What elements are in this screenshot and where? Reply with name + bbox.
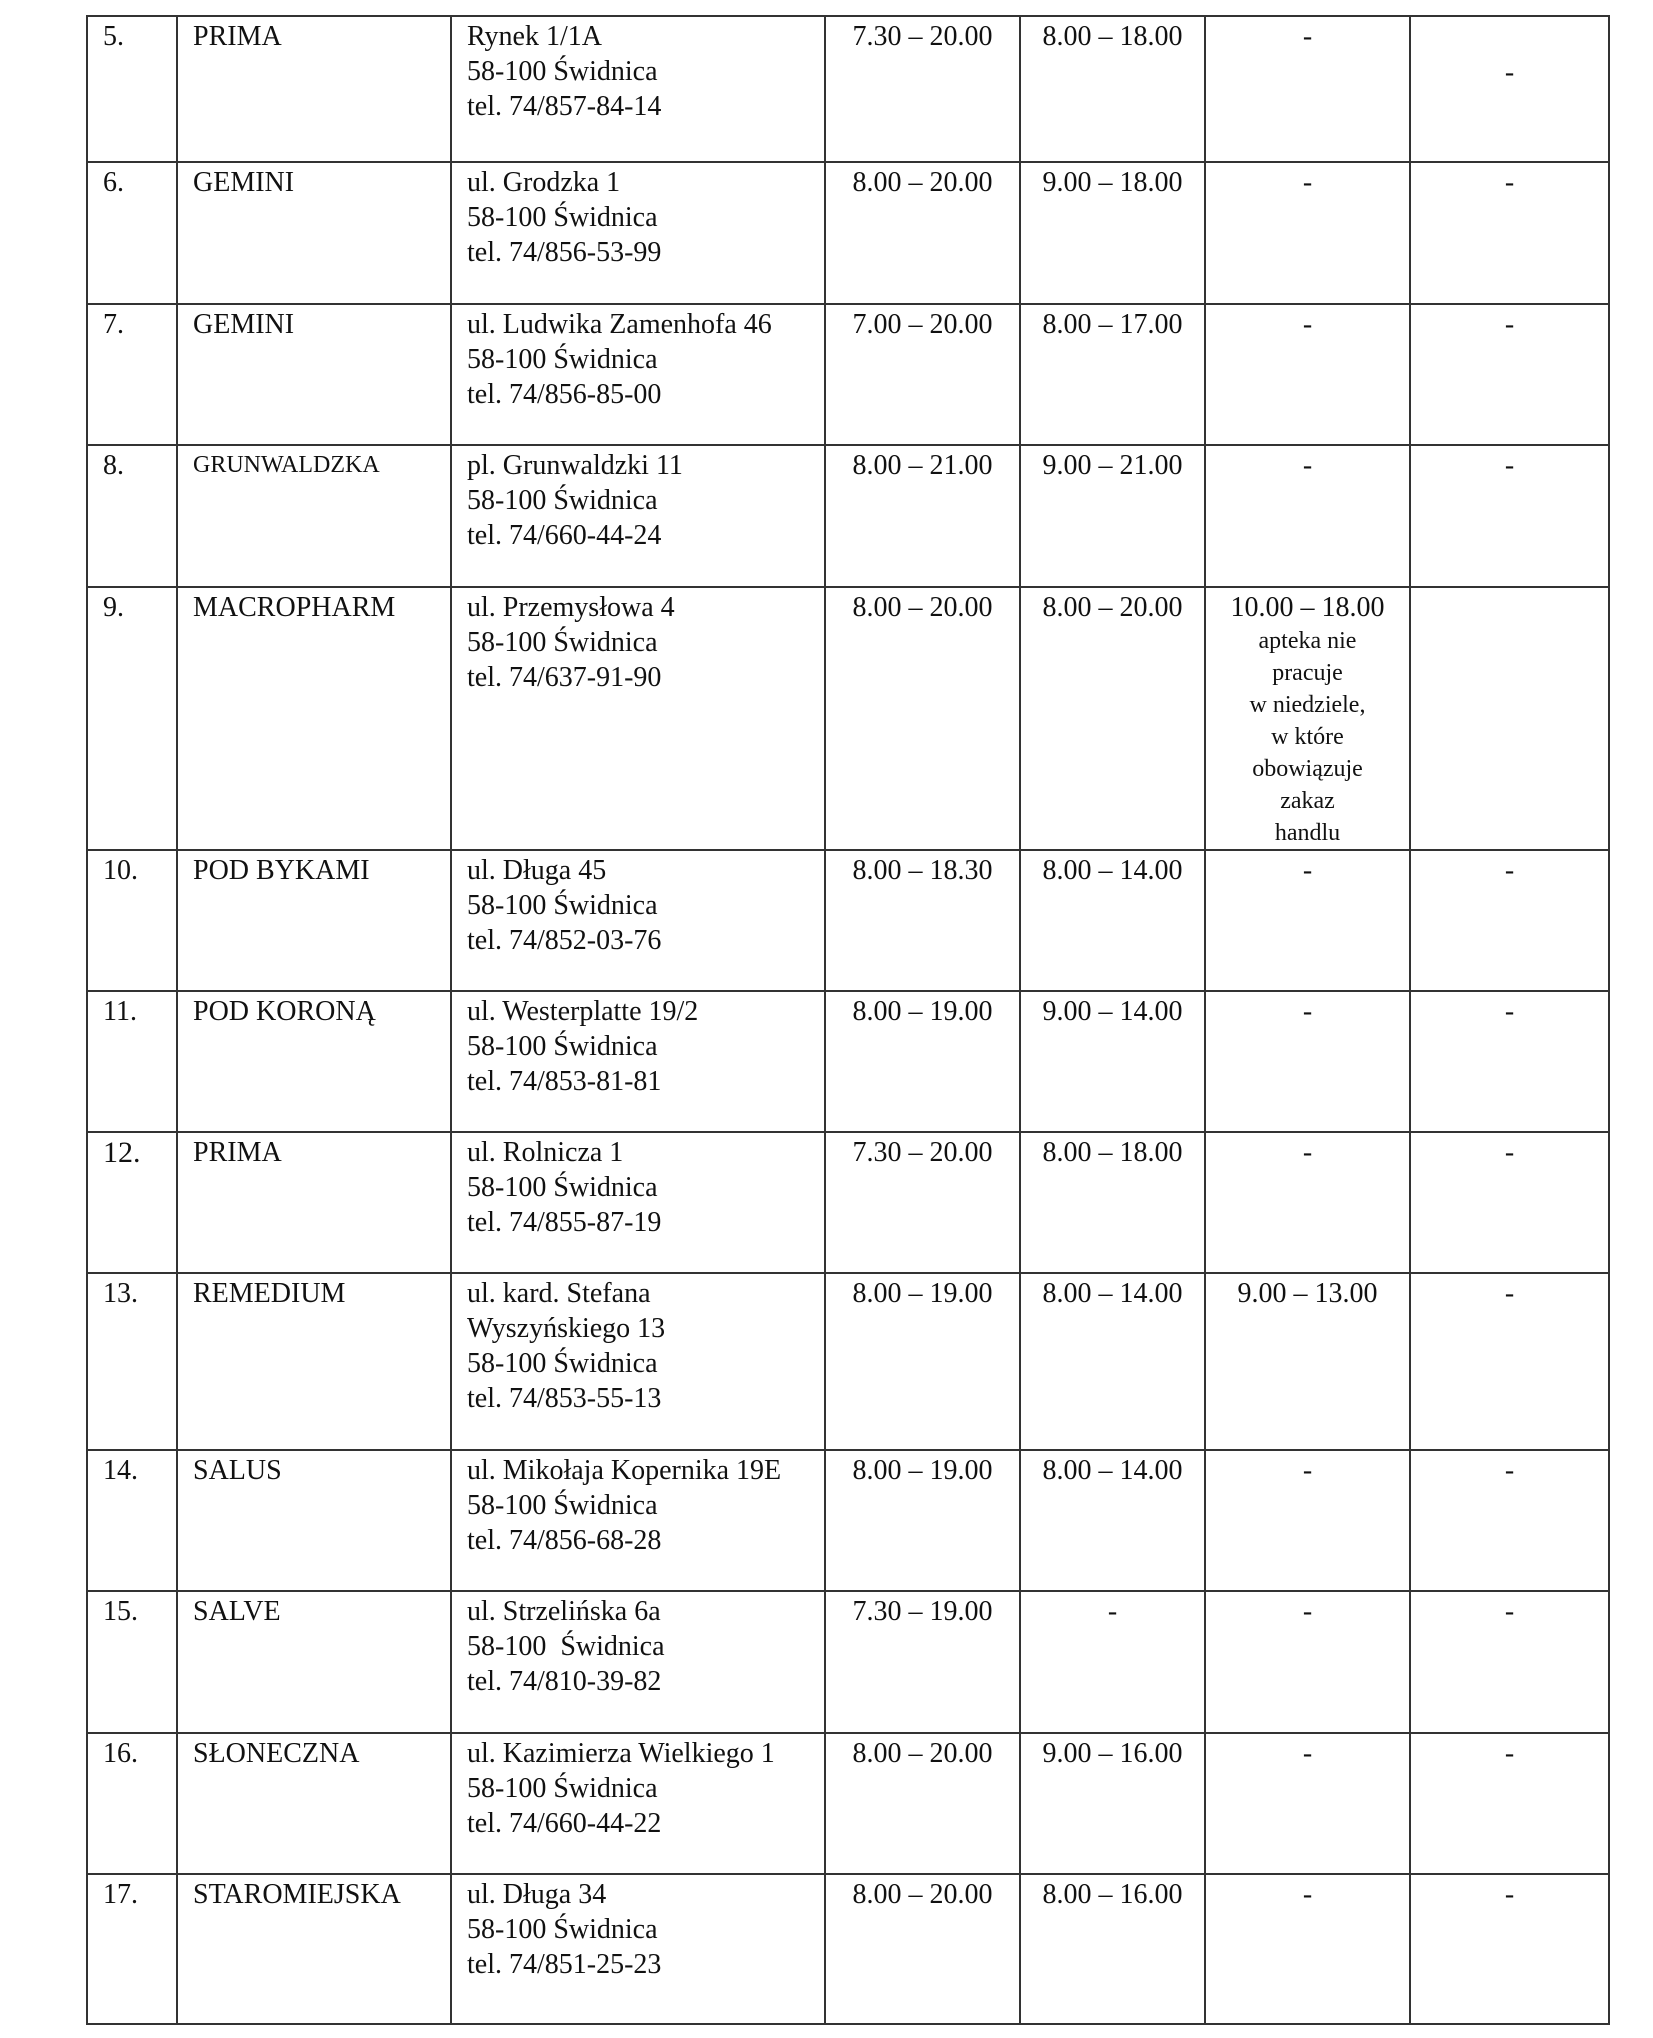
pharmacy-name: PRIMA xyxy=(177,16,451,162)
hours-weekdays: 8.00 – 19.00 xyxy=(825,1450,1020,1591)
hours-sunday: - xyxy=(1205,304,1410,445)
hours-weekdays: 8.00 – 21.00 xyxy=(825,445,1020,587)
sunday-note-line: apteka nie xyxy=(1258,628,1357,654)
sunday-note-line: handlu xyxy=(1274,820,1341,846)
pharmacy-address xyxy=(451,1132,825,1273)
sunday-note-line: w które xyxy=(1271,724,1344,750)
row-number: 6. xyxy=(87,162,177,304)
address-phone: tel. 74/856-85-00 xyxy=(467,379,662,410)
address-phone: tel. 74/660-44-22 xyxy=(467,1808,662,1839)
address-street: ul. Długa 34 xyxy=(467,1879,607,1910)
row-number: 10. xyxy=(87,850,177,991)
row-number: 5. xyxy=(87,16,177,162)
address-street: ul. Rolnicza 1 xyxy=(467,1137,624,1168)
pharmacy-address xyxy=(451,445,825,587)
pharmacy-name: GRUNWALDZKA xyxy=(177,445,451,587)
row-number: 17. xyxy=(87,1874,177,2024)
sunday-note-line: w niedziele, xyxy=(1249,692,1366,718)
table-row xyxy=(87,304,1609,445)
pharmacy-address xyxy=(451,16,825,162)
hours-saturday: 8.00 – 18.00 xyxy=(1020,1132,1205,1273)
hours-holiday xyxy=(1410,16,1609,162)
hours-sunday: - xyxy=(1205,16,1410,162)
address-street: ul. Westerplatte 19/2 xyxy=(467,996,699,1027)
hours-sunday: - xyxy=(1205,1733,1410,1874)
address-phone: tel. 74/855-87-19 xyxy=(467,1207,662,1238)
hours-weekdays: 7.00 – 20.00 xyxy=(825,304,1020,445)
address-street: Rynek 1/1A xyxy=(467,21,602,52)
hours-weekdays: 7.30 – 19.00 xyxy=(825,1591,1020,1733)
pharmacy-name: STAROMIEJSKA xyxy=(177,1874,451,2024)
hours-saturday: 8.00 – 16.00 xyxy=(1020,1874,1205,2024)
hours-saturday: 8.00 – 14.00 xyxy=(1020,850,1205,991)
pharmacy-address xyxy=(451,1874,825,2024)
row-number: 7. xyxy=(87,304,177,445)
row-number: 11. xyxy=(87,991,177,1132)
address-street: ul. Kazimierza Wielkiego 1 xyxy=(467,1738,775,1769)
hours-holiday: - xyxy=(1410,1132,1609,1273)
pharmacy-address xyxy=(451,587,825,850)
hours-holiday: - xyxy=(1410,1874,1609,2024)
hours-weekdays: 8.00 – 20.00 xyxy=(825,1874,1020,2024)
table-row xyxy=(87,162,1609,304)
address-city: 58-100 Świdnica xyxy=(467,890,658,921)
table-row xyxy=(87,1591,1609,1733)
table-row xyxy=(87,16,1609,162)
address-phone: tel. 74/853-81-81 xyxy=(467,1066,662,1097)
address-city: 58-100 Świdnica xyxy=(467,1348,658,1379)
table-row xyxy=(87,587,1609,850)
hours-saturday: 8.00 – 14.00 xyxy=(1020,1450,1205,1591)
address-city: 58-100 Świdnica xyxy=(467,344,658,375)
address-city: 58-100 Świdnica xyxy=(467,1773,658,1804)
hours-sunday: - xyxy=(1205,445,1410,587)
pharmacy-name: GEMINI xyxy=(177,304,451,445)
row-number: 16. xyxy=(87,1733,177,1874)
address-city: 58-100 Świdnica xyxy=(467,1914,658,1945)
address-street: ul. Długa 45 xyxy=(467,855,607,886)
address-phone: tel. 74/852-03-76 xyxy=(467,925,662,956)
hours-sunday: - xyxy=(1205,1450,1410,1591)
address-phone: tel. 74/810-39-82 xyxy=(467,1666,662,1697)
address-city: 58-100 Świdnica xyxy=(467,1490,658,1521)
pharmacy-address xyxy=(451,1450,825,1591)
hours-sunday: - xyxy=(1205,1132,1410,1273)
hours-sunday: - xyxy=(1205,1874,1410,2024)
hours-sunday: - xyxy=(1205,991,1410,1132)
hours-saturday: 8.00 – 17.00 xyxy=(1020,304,1205,445)
hours-sunday: - xyxy=(1205,850,1410,991)
sunday-note-line: obowiązuje xyxy=(1252,756,1363,782)
sunday-note-line: zakaz xyxy=(1280,788,1335,814)
pharmacy-name: POD KORONĄ xyxy=(177,991,451,1132)
hours-holiday: - xyxy=(1410,445,1609,587)
row-number: 13. xyxy=(87,1273,177,1450)
pharmacy-address xyxy=(451,991,825,1132)
address-phone: tel. 74/853-55-13 xyxy=(467,1383,662,1414)
pharmacy-address xyxy=(451,162,825,304)
hours-sunday: 9.00 – 13.00 xyxy=(1205,1273,1410,1450)
hours-saturday: 8.00 – 20.00 xyxy=(1020,587,1205,850)
hours-weekdays: 8.00 – 19.00 xyxy=(825,991,1020,1132)
pharmacy-name: PRIMA xyxy=(177,1132,451,1273)
address-city: 58-100 Świdnica xyxy=(467,627,658,658)
hours-weekdays: 8.00 – 19.00 xyxy=(825,1273,1020,1450)
hours-weekdays: 7.30 – 20.00 xyxy=(825,1132,1020,1273)
hours-saturday: 8.00 – 14.00 xyxy=(1020,1273,1205,1450)
table-row xyxy=(87,991,1609,1132)
table-row xyxy=(87,445,1609,587)
row-number: 15. xyxy=(87,1591,177,1733)
row-number: 8. xyxy=(87,445,177,587)
pharmacy-name: MACROPHARM xyxy=(177,587,451,850)
address-phone: tel. 74/856-53-99 xyxy=(467,237,662,268)
address-phone: tel. 74/660-44-24 xyxy=(467,520,662,551)
address-phone: tel. 74/851-25-23 xyxy=(467,1949,662,1980)
hours-sunday-value: 10.00 – 18.00 xyxy=(1230,592,1385,623)
hours-sunday: - xyxy=(1205,1591,1410,1733)
pharmacy-hours-table xyxy=(86,15,1610,2025)
row-number: 14. xyxy=(87,1450,177,1591)
address-phone: tel. 74/857-84-14 xyxy=(467,91,662,122)
table-row xyxy=(87,1874,1609,2024)
table-row xyxy=(87,850,1609,991)
hours-holiday: - xyxy=(1410,162,1609,304)
hours-saturday: 9.00 – 21.00 xyxy=(1020,445,1205,587)
pharmacy-address xyxy=(451,1733,825,1874)
pharmacy-name: SALUS xyxy=(177,1450,451,1591)
sunday-note-line: pracuje xyxy=(1272,660,1343,686)
pharmacy-name: POD BYKAMI xyxy=(177,850,451,991)
hours-saturday: - xyxy=(1020,1591,1205,1733)
address-street: ul. Przemysłowa 4 xyxy=(467,592,675,623)
hours-saturday: 9.00 – 14.00 xyxy=(1020,991,1205,1132)
table-body xyxy=(87,16,1609,2024)
pharmacy-name: GEMINI xyxy=(177,162,451,304)
hours-holiday: - xyxy=(1410,304,1609,445)
address-city: 58-100 Świdnica xyxy=(467,1631,665,1662)
address-city: 58-100 Świdnica xyxy=(467,56,658,87)
address-street-2: Wyszyńskiego 13 xyxy=(467,1313,666,1344)
hours-saturday: 9.00 – 18.00 xyxy=(1020,162,1205,304)
hours-weekdays: 7.30 – 20.00 xyxy=(825,16,1020,162)
row-number: 9. xyxy=(87,587,177,850)
pharmacy-name: REMEDIUM xyxy=(177,1273,451,1450)
pharmacy-address xyxy=(451,850,825,991)
address-street: pl. Grunwaldzki 11 xyxy=(467,450,683,481)
pharmacy-address xyxy=(451,1273,825,1450)
address-phone: tel. 74/637-91-90 xyxy=(467,662,662,693)
address-street: ul. Strzelińska 6a xyxy=(467,1596,661,1627)
pharmacy-name: SŁONECZNA xyxy=(177,1733,451,1874)
table-row xyxy=(87,1733,1609,1874)
table-row xyxy=(87,1450,1609,1591)
hours-weekdays: 8.00 – 20.00 xyxy=(825,1733,1020,1874)
hours-holiday: - xyxy=(1410,1733,1609,1874)
address-city: 58-100 Świdnica xyxy=(467,1031,658,1062)
table-row xyxy=(87,1273,1609,1450)
hours-weekdays: 8.00 – 20.00 xyxy=(825,162,1020,304)
hours-saturday: 9.00 – 16.00 xyxy=(1020,1733,1205,1874)
pharmacy-name: SALVE xyxy=(177,1591,451,1733)
hours-sunday: - xyxy=(1205,162,1410,304)
hours-weekdays: 8.00 – 18.30 xyxy=(825,850,1020,991)
hours-holiday: - xyxy=(1410,850,1609,991)
pharmacy-address xyxy=(451,1591,825,1733)
address-city: 58-100 Świdnica xyxy=(467,485,658,516)
address-city: 58-100 Świdnica xyxy=(467,202,658,233)
hours-holiday: - xyxy=(1410,1273,1609,1450)
address-street: ul. Mikołaja Kopernika 19E xyxy=(467,1455,782,1486)
table-row xyxy=(87,1132,1609,1273)
row-number: 12. xyxy=(87,1132,177,1273)
address-phone: tel. 74/856-68-28 xyxy=(467,1525,662,1556)
address-street: ul. Grodzka 1 xyxy=(467,167,621,198)
hours-holiday: - xyxy=(1410,1591,1609,1733)
hours-sunday xyxy=(1205,587,1410,850)
address-street: ul. kard. Stefana xyxy=(467,1278,651,1309)
hours-holiday: - xyxy=(1410,1450,1609,1591)
hours-holiday: - xyxy=(1410,991,1609,1132)
address-street: ul. Ludwika Zamenhofa 46 xyxy=(467,309,772,340)
hours-saturday: 8.00 – 18.00 xyxy=(1020,16,1205,162)
hours-holiday-value: - xyxy=(1504,57,1515,88)
hours-weekdays: 8.00 – 20.00 xyxy=(825,587,1020,850)
hours-holiday xyxy=(1410,587,1609,850)
pharmacy-address xyxy=(451,304,825,445)
address-city: 58-100 Świdnica xyxy=(467,1172,658,1203)
